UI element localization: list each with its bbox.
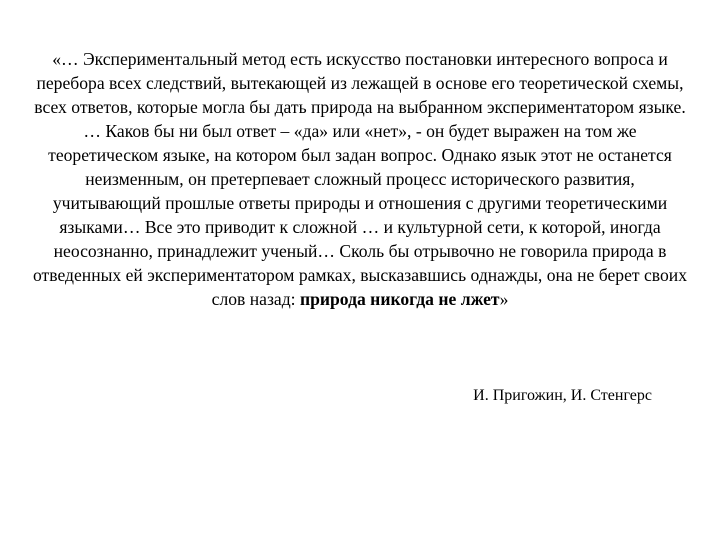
quote-emphasis: природа никогда не лжет (299, 289, 500, 309)
quote-attribution: И. Пригожин, И. Стенгерс (473, 387, 652, 404)
quote-text (30, 47, 690, 311)
quote-closing-mark: » (499, 289, 509, 309)
quote-body: «… Экспериментальный метод есть искусство постановки интересного вопроса и перебора всех следствий, вытекающей из лежащей в основе его теоретической схемы, всех ответов, которые могла бы дать природа на выбранном экспериментатором языке. … Каков бы ни был ответ – «да» или «нет», - он будет выражен на том же теоретическом языке, на котором был задан вопрос. Однако язык этот не останется неизменным, он претерпевает сложный процесс исторического развития, учитывающий прошлые ответы природы и отношения с другими теоретическими языками… Все это приводит к сложной … и культурной сети, к которой, иногда неосознанно, принадлежит ученый… Сколь бы отрывочно не говорила природа в отведенных ей экспериментатором рамках, высказавшись однажды, она не берет своих слов назад: (32, 49, 687, 309)
